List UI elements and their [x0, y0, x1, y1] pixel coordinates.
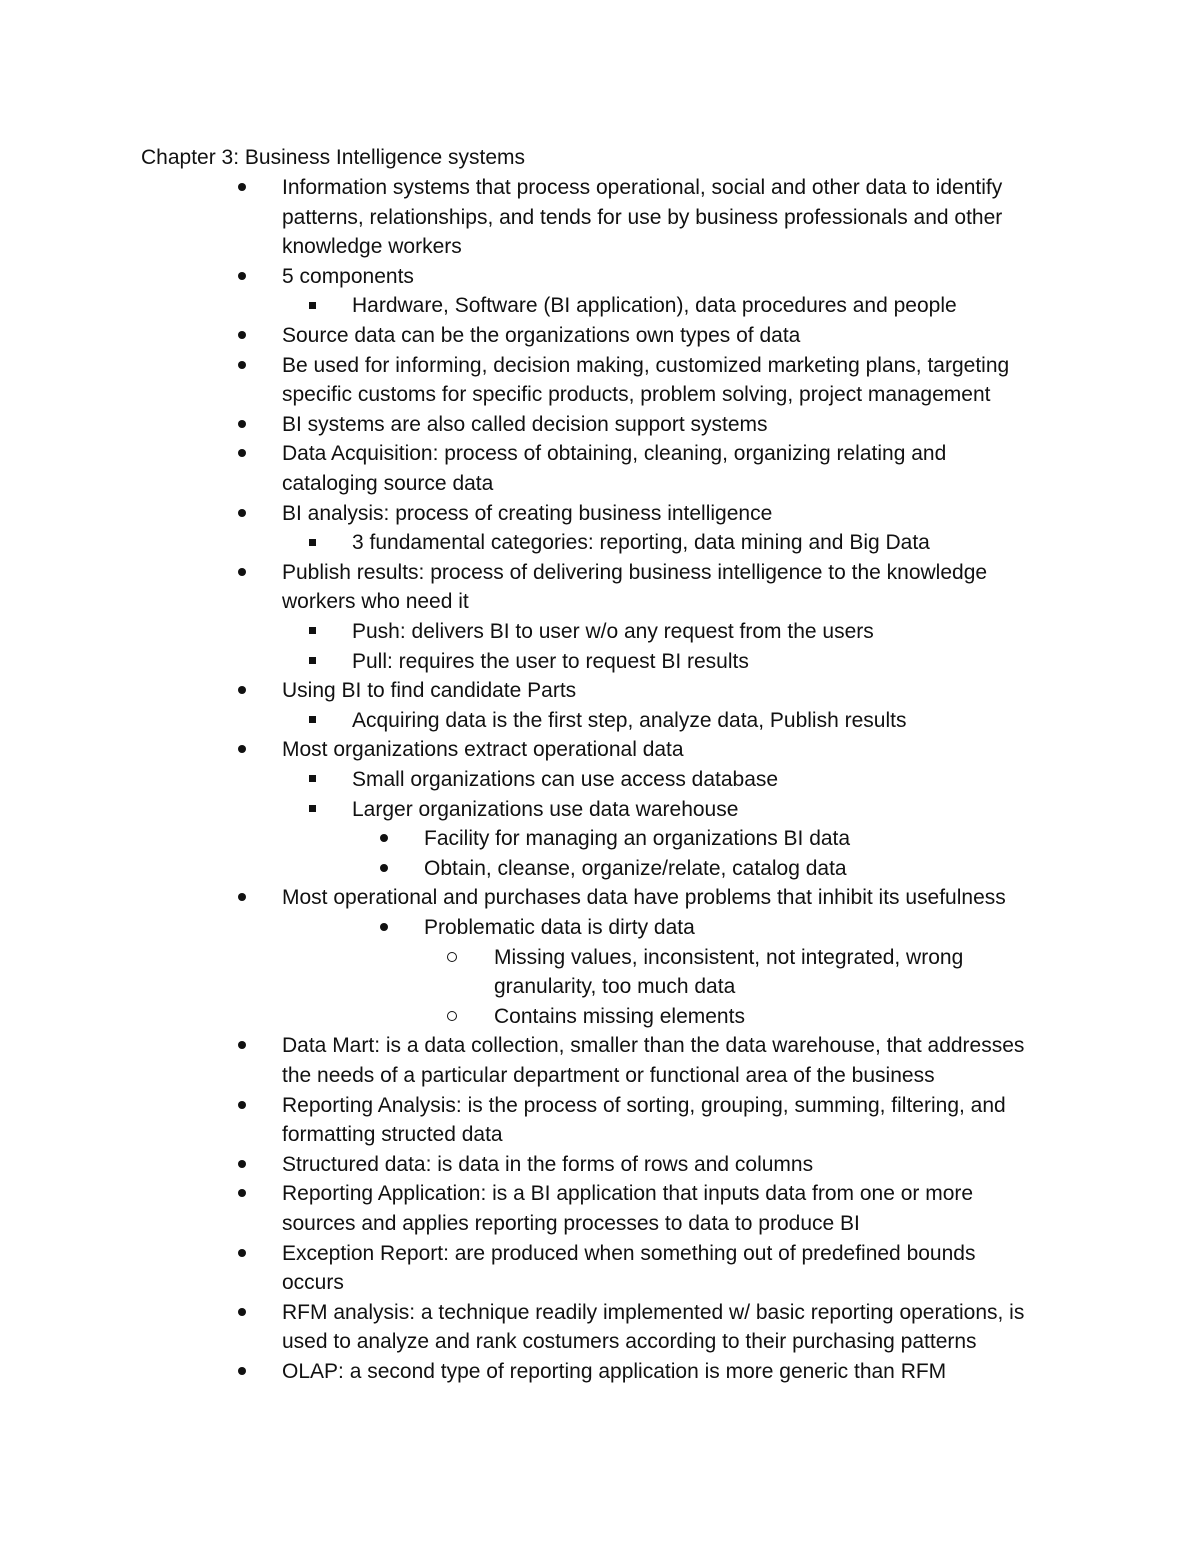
list-item-text: Reporting Application: is a BI application that inputs data from one or more: [282, 1182, 974, 1206]
dot-bullet-icon: [231, 1298, 253, 1327]
dot-bullet-icon: [373, 913, 395, 942]
dot-bullet-icon: [231, 735, 253, 764]
list-item-text: sources and applies reporting processes to data to produce BI: [282, 1212, 860, 1235]
dot-bullet-icon: [231, 410, 253, 439]
dot-bullet-icon: [231, 1031, 253, 1060]
list-item-text: the needs of a particular department or functional area of the business: [282, 1064, 935, 1087]
list-item-text: Hardware, Software (BI application), data procedures and people: [352, 294, 957, 318]
list-item-text: cataloging source data: [282, 472, 494, 495]
chapter-heading: Chapter 3: Business Intelligence systems: [141, 146, 526, 169]
square-bullet-icon: [301, 765, 323, 794]
list-item-text: OLAP: a second type of reporting application is more generic than RFM: [282, 1360, 947, 1383]
dot-bullet-icon: [373, 824, 395, 853]
list-item-text: Source data can be the organizations own types of data: [282, 324, 801, 347]
list-item-text: used to analyze and rank costumers according to their purchasing patterns: [282, 1330, 977, 1354]
list-item-text: 5 components: [282, 264, 414, 288]
list-item-text: Using BI to find candidate Parts: [282, 679, 577, 703]
dot-bullet-icon: [231, 1357, 253, 1386]
dot-bullet-icon: [231, 351, 253, 380]
list-item-text: knowledge workers: [282, 235, 462, 259]
list-item-text: Publish results: process of delivering business intelligence to the knowledge: [282, 560, 988, 584]
dot-bullet-icon: [231, 1091, 253, 1120]
list-item-text: Exception Report: are produced when something out of predefined bounds: [282, 1241, 976, 1265]
list-item-text: specific customs for specific products, problem solving, project management: [282, 383, 991, 407]
list-item-text: Push: delivers BI to user w/o any request from the users: [352, 620, 874, 643]
dot-bullet-icon: [231, 499, 253, 528]
dot-bullet-icon: [231, 1150, 253, 1179]
ring-bullet-icon: [441, 1002, 463, 1031]
square-bullet-icon: [301, 291, 323, 320]
list-item-text: Pull: requires the user to request BI results: [352, 649, 749, 673]
dot-bullet-icon: [231, 262, 253, 291]
ring-bullet-icon: [441, 943, 463, 972]
list-item-text: RFM analysis: a technique readily implemented w/ basic reporting operations, is: [282, 1300, 1025, 1324]
list-item-text: Most organizations extract operational data: [282, 738, 684, 762]
square-bullet-icon: [301, 647, 323, 676]
dot-bullet-icon: [231, 676, 253, 705]
list-item-text: Data Mart: is a data collection, smaller than the data warehouse, that addresses: [282, 1034, 1025, 1058]
list-item-text: patterns, relationships, and tends for use by business professionals and other: [282, 205, 1003, 229]
list-item-text: BI systems are also called decision support systems: [282, 412, 768, 436]
dot-bullet-icon: [231, 1239, 253, 1268]
dot-bullet-icon: [231, 558, 253, 587]
list-item-text: Small organizations can use access database: [352, 768, 779, 791]
list-item-text: granularity, too much data: [494, 975, 736, 999]
list-item-text: Reporting Analysis: is the process of sorting, grouping, summing, filtering, and: [282, 1093, 1006, 1117]
list-item-text: 3 fundamental categories: reporting, data mining and Big Data: [352, 531, 930, 555]
dot-bullet-icon: [231, 883, 253, 912]
list-item-text: Facility for managing an organizations BI data: [424, 827, 851, 851]
list-item-text: Larger organizations use data warehouse: [352, 797, 739, 821]
list-item-text: Most operational and purchases data have problems that inhibit its usefulness: [282, 886, 1006, 910]
list-item-text: Data Acquisition: process of obtaining, cleaning, organizing relating and: [282, 442, 947, 466]
dot-bullet-icon: [231, 173, 253, 202]
square-bullet-icon: [301, 528, 323, 557]
list-item-text: Structured data: is data in the forms of rows and columns: [282, 1152, 814, 1176]
square-bullet-icon: [301, 617, 323, 646]
list-item-text: workers who need it: [282, 590, 469, 614]
list-item-text: formatting structed data: [282, 1123, 503, 1147]
list-item-text: Contains missing elements: [494, 1004, 745, 1028]
list-item-text: Problematic data is dirty data: [424, 916, 695, 939]
list-item-text: Obtain, cleanse, organize/relate, catalog data: [424, 856, 847, 880]
dot-bullet-icon: [231, 439, 253, 468]
list-item-text: Be used for informing, decision making, customized marketing plans, targeting: [282, 353, 1010, 377]
list-item-text: Information systems that process operational, social and other data to identify: [282, 176, 1003, 199]
list-item-text: Missing values, inconsistent, not integrated, wrong: [494, 945, 964, 969]
dot-bullet-icon: [231, 1179, 253, 1208]
list-item-text: Acquiring data is the first step, analyze data, Publish results: [352, 708, 907, 732]
dot-bullet-icon: [231, 321, 253, 350]
list-item-text: BI analysis: process of creating business intelligence: [282, 501, 773, 525]
dot-bullet-icon: [373, 854, 395, 883]
square-bullet-icon: [301, 795, 323, 824]
square-bullet-icon: [301, 706, 323, 735]
list-item-text: occurs: [282, 1271, 344, 1295]
